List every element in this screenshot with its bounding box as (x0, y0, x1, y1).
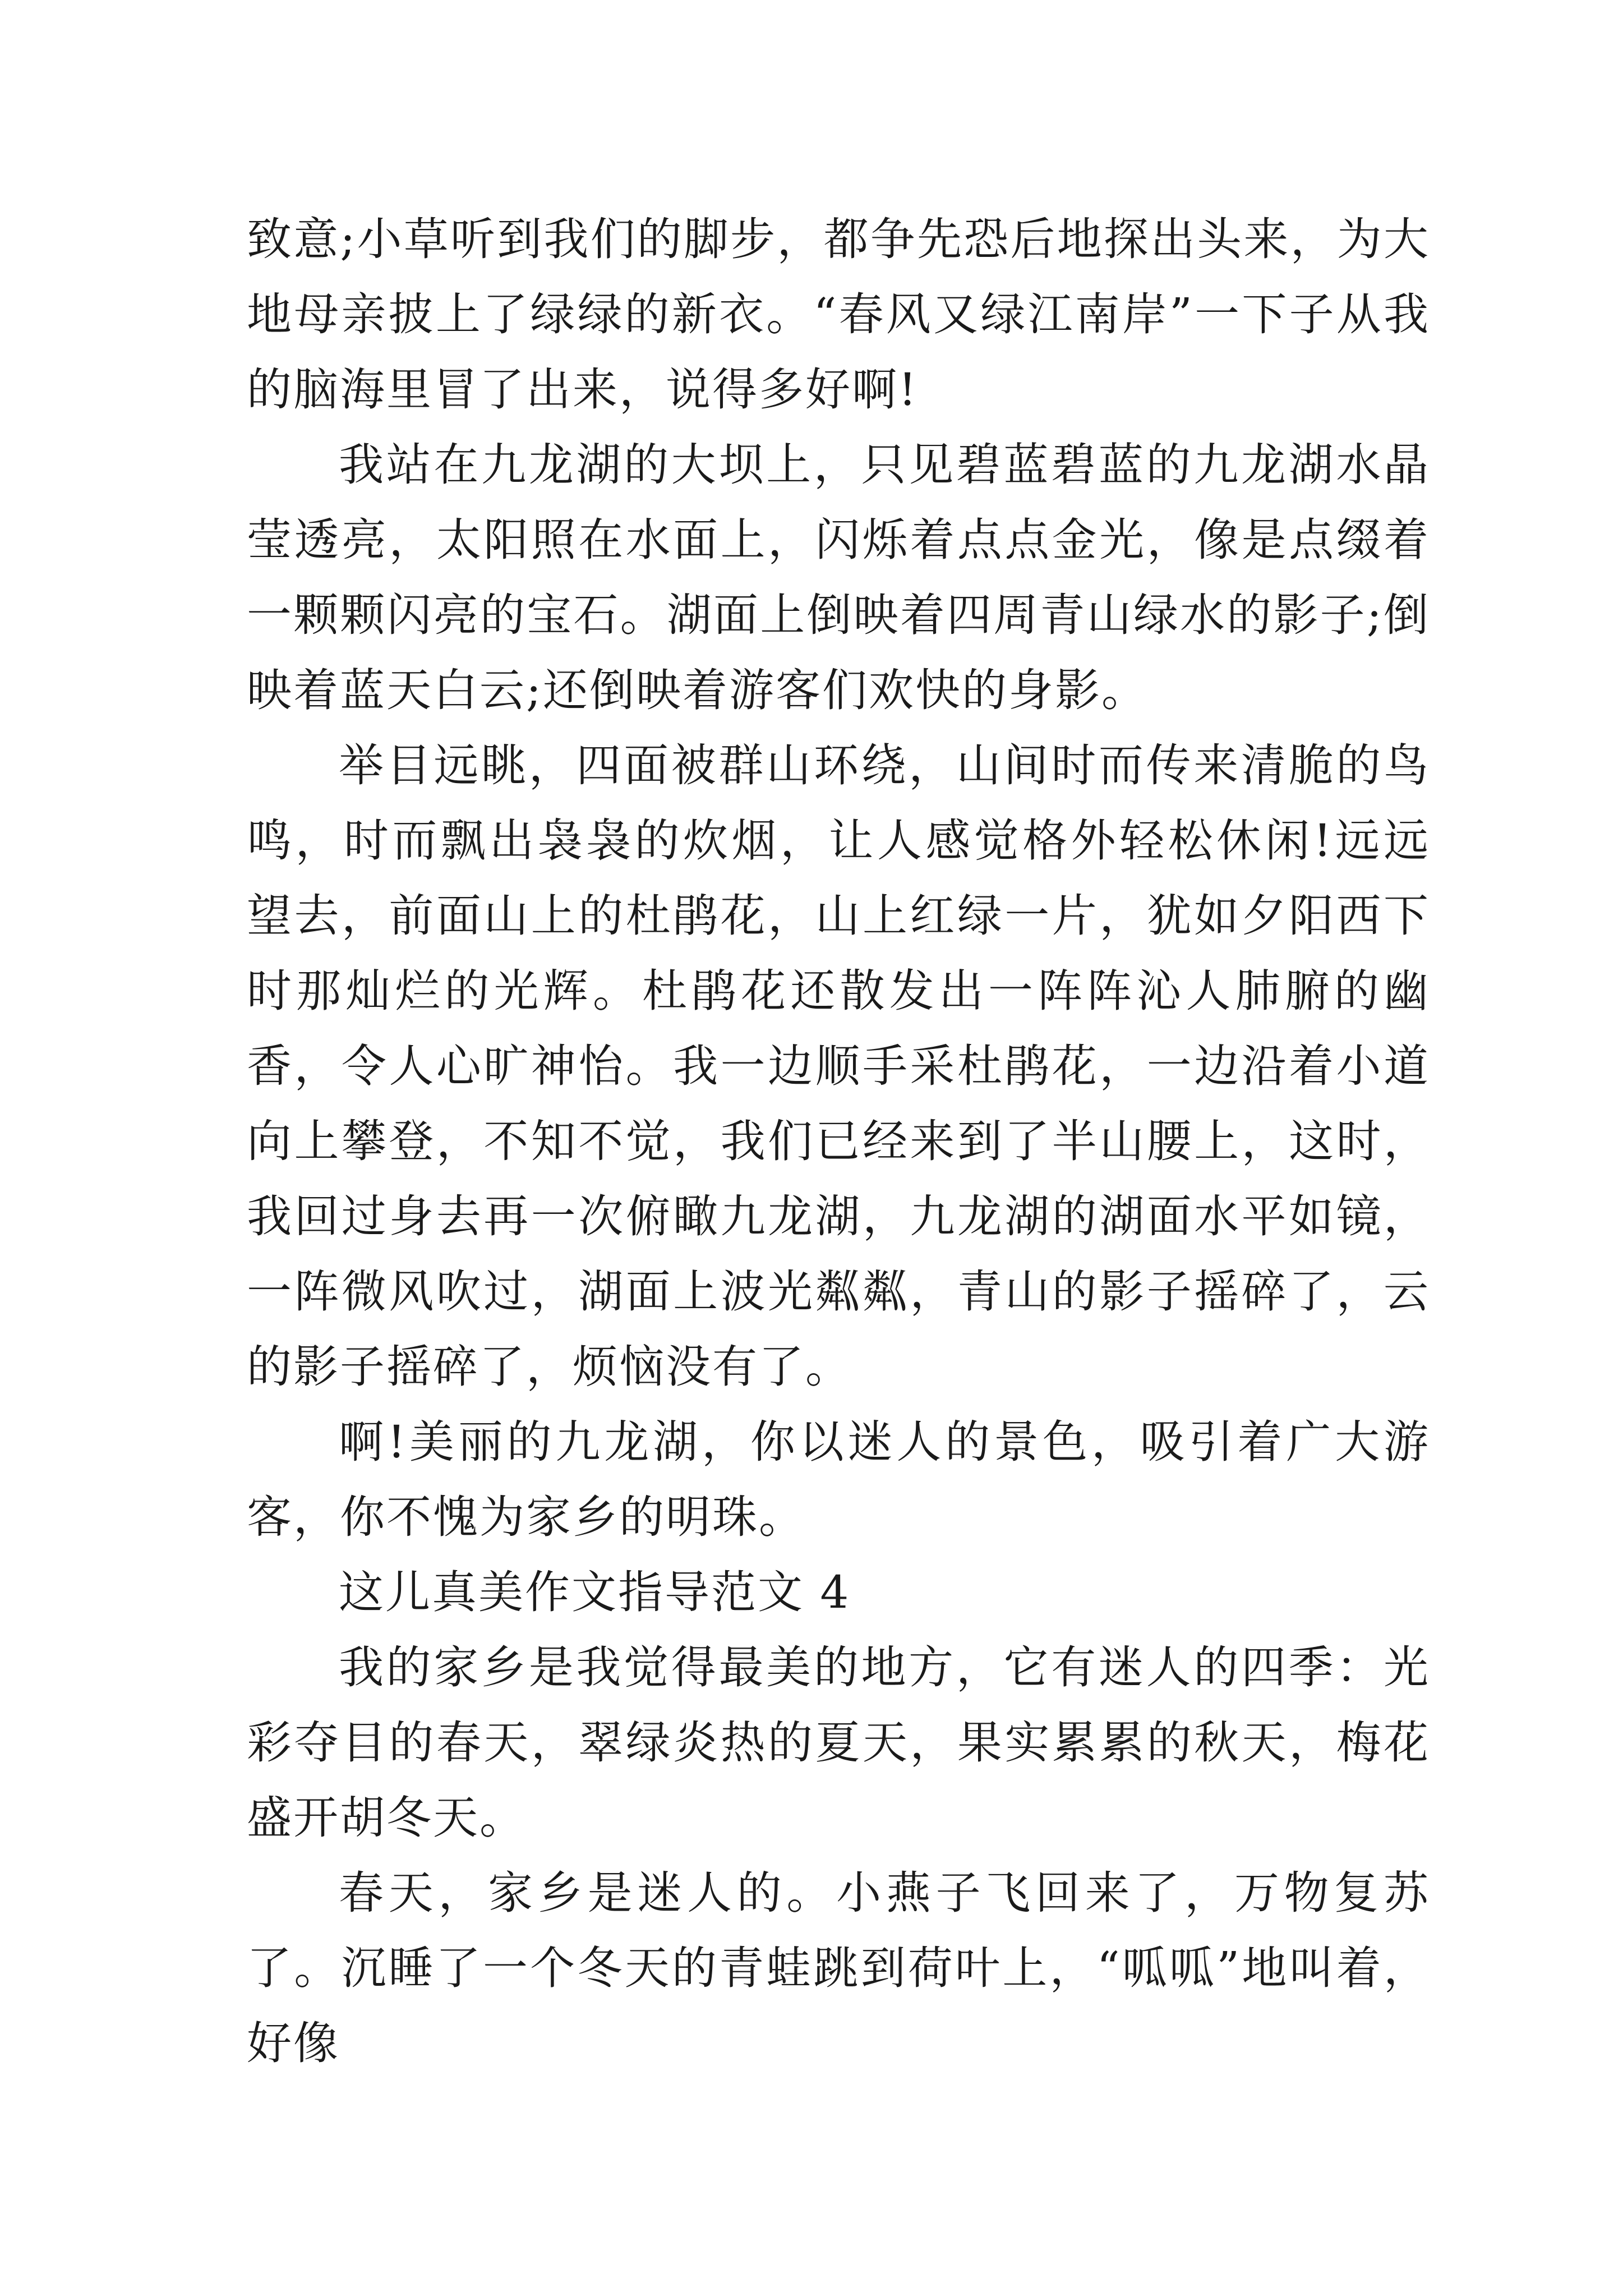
paragraph-3: 举目远眺，四面被群山环绕，山间时而传来清脆的鸟鸣，时而飘出袅袅的炊烟，让人感觉格外轻松休闲!远远望去，前面山上的杜鹃花，山上红绿一片，犹如夕阳西下时那灿烂的光辉。杜鹃花还散发出一阵阵沁人肺腑的幽香，令人心旷神怡。我一边顺手采杜鹃花，一边沿着小道向上攀登，不知不觉，我们已经来到了半山腰上，这时，我回过身去再一次俯瞰九龙湖，九龙湖的湖面水平如镜，一阵微风吹过，湖面上波光粼粼，青山的影子摇碎了，云的影子摇碎了，烦恼没有了。 (247, 739, 1430, 1393)
section-heading: 这儿真美作文指导范文 4 (339, 1566, 851, 1618)
paragraph-4: 啊!美丽的九龙湖，你以迷人的景色，吸引着广大游客，你不愧为家乡的明珠。 (247, 1416, 1430, 1543)
document-body (247, 202, 1430, 2081)
paragraph-1: 致意;小草听到我们的脚步，都争先恐后地探出头来，为大地母亲披上了绿绿的新衣。“春风又绿江南岸”一下子从我的脑海里冒了出来，说得多好啊! (247, 213, 1430, 416)
paragraph-6: 春天，家乡是迷人的。小燕子飞回来了，万物复苏了。沉睡了一个冬天的青蛙跳到荷叶上，“呱呱”地叫着，好像 (247, 1867, 1430, 2069)
paragraph-5: 我的家乡是我觉得最美的地方，它有迷人的四季：光彩夺目的春天，翠绿炎热的夏天，果实累累的秋天，梅花盛开胡冬天。 (247, 1641, 1430, 1844)
paragraph-2: 我站在九龙湖的大坝上，只见碧蓝碧蓝的九龙湖水晶莹透亮，太阳照在水面上，闪烁着点点金光，像是点缀着一颗颗闪亮的宝石。湖面上倒映着四周青山绿水的影子;倒映着蓝天白云;还倒映着游客们欢快的身影。 (247, 439, 1430, 716)
